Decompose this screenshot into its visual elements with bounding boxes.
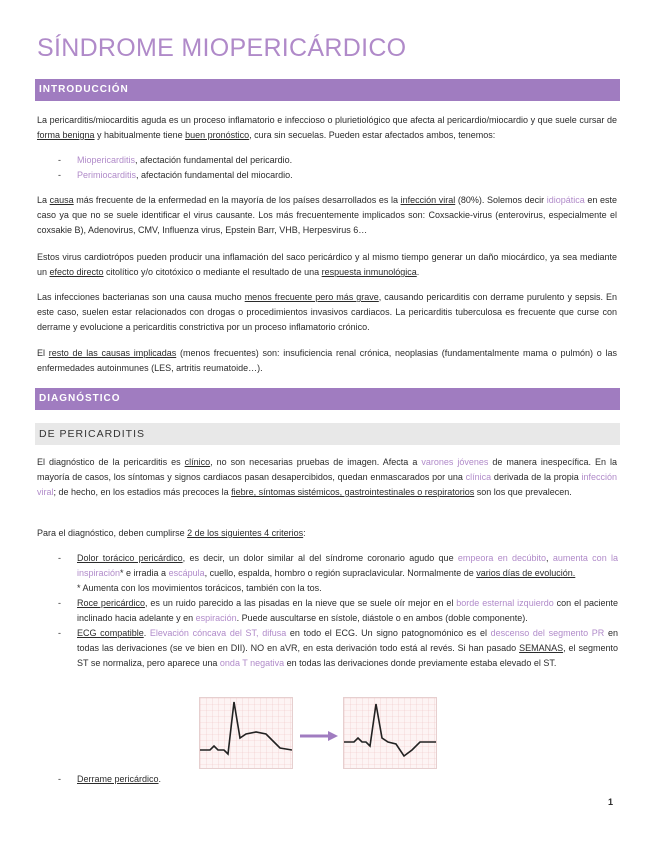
intro-paragraph-2: La causa más frecuente de la enfermedad en la mayoría de los países desarrollados es la infección viral (80%). Solemos decir idiopática en este caso ya que no se suele identificar el virus causante. Los más frecuentemente implicados son: Coxsackie-virus (enterovirus, especialmente el coxsakie B), Adenovirus, CMV, Influenza virus, Epstein Barr, VHB, Herpesvirus 6… <box>37 195 618 235</box>
subsection-heading-pericarditis: DE PERICARDITIS <box>35 423 620 445</box>
criteria-list <box>58 551 618 671</box>
intro-paragraph-1: La pericarditis/miocarditis aguda es un proceso inflamatorio e infeccioso o plurietiológico que afecta al pericardio/miocardio y que suele cursar de forma benigna y habitualmente tiene buen pronóstico, cura sin secuelas. Pueden estar afectados ambos, tenemos: <box>37 115 617 140</box>
section-heading-diagnostico: DIAGNÓSTICO <box>35 388 620 410</box>
criterion-item: - ECG compatible. Elevación cóncava del ST, difusa en todo el ECG. Un signo patognomónico es el descenso del segmento PR en todas las derivaciones (se ve bien en DII). NO en aVR, en esta derivación todo está al revés. Si han pasado SEMANAS, el segmento ST se normaliza, pero aparece una onda T negativa en todas las derivaciones donde previamente estaba elevado el ST. <box>58 626 618 671</box>
diag-paragraph-1: El diagnóstico de la pericarditis es clínico, no son necesarias pruebas de imagen. Afecta a varones jóvenes de manera inespecífica. En la mayoría de casos, los síntomas y signos cardiacos pasan desapercibidos, quedan enmascarados por una clínica derivada de la propia infección viral; de hecho, en los estadios más precoces la fiebre, síntomas sistémicos, gastrointestinales o respiratorios son los que prevalecen. <box>37 457 617 497</box>
ecg-illustration-before <box>199 697 293 769</box>
list-item: - Perimiocarditis, afectación fundamental del miocardio. <box>58 168 618 183</box>
arrow-icon <box>300 731 338 741</box>
page-title: SÍNDROME MIOPERICÁRDICO <box>37 34 407 62</box>
section-heading-introduccion: INTRODUCCIÓN <box>35 79 620 101</box>
diag-paragraph-2: Para el diagnóstico, deben cumplirse 2 de los siguientes 4 criterios: <box>37 528 306 538</box>
criterion-note: * Aumenta con los movimientos torácicos, también con la tos. <box>77 583 322 593</box>
intro-paragraph-4: Las infecciones bacterianas son una causa mucho menos frecuente pero más grave, causando pericarditis con derrame purulento y sepsis. En este caso, suelen estar relacionados con drogas o procedimientos invasivos cardiacos. La pericarditis tuberculosa es frecuente que curse con derrame y evolucione a pericarditis constrictiva por un proceso inflamatorio crónico. <box>37 292 617 332</box>
ecg-trace-before <box>200 698 292 768</box>
list-item: - Miopericarditis, afectación fundamental del pericardio. <box>58 153 618 168</box>
intro-paragraph-3: Estos virus cardiotrópos pueden producir una inflamación del saco pericárdico y al mismo tiempo generar un daño miocárdico, ya sea mediante un efecto directo citolítico y/o citotóxico o mediante el resultado de una respuesta inmunológica. <box>37 252 617 277</box>
criterion-item: - Roce pericárdico, es un ruido parecido a las pisadas en la nieve que se suele oír mejor en el borde esternal izquierdo con el paciente inclinado hacia adelante y en espiración. Puede auscultarse en sístole, diástole o en ambos (doble componente). <box>58 596 618 626</box>
criterion-item: - Derrame pericárdico. <box>58 772 618 787</box>
intro-bullet-list <box>58 153 618 183</box>
criteria-list-continued <box>58 772 618 787</box>
intro-paragraph-5: El resto de las causas implicadas (menos frecuentes) son: insuficiencia renal crónica, neoplasias (fundamentalmente mama o pulmón) o las enfermedades autoinmunes (LES, artritis reumatoide…). <box>37 348 617 373</box>
criterion-item: - Dolor torácico pericárdico, es decir, un dolor similar al del síndrome coronario agudo que empeora en decúbito, aumenta con la inspiración* e irradia a escápula, cuello, espalda, hombro o región supraclavicular. Normalmente de varios días de evolución. * Aumenta con los movimientos torácicos, también con la tos. <box>58 551 618 596</box>
ecg-illustration-after <box>343 697 437 769</box>
page-number: 1 <box>608 797 614 807</box>
ecg-trace-after <box>344 698 436 768</box>
